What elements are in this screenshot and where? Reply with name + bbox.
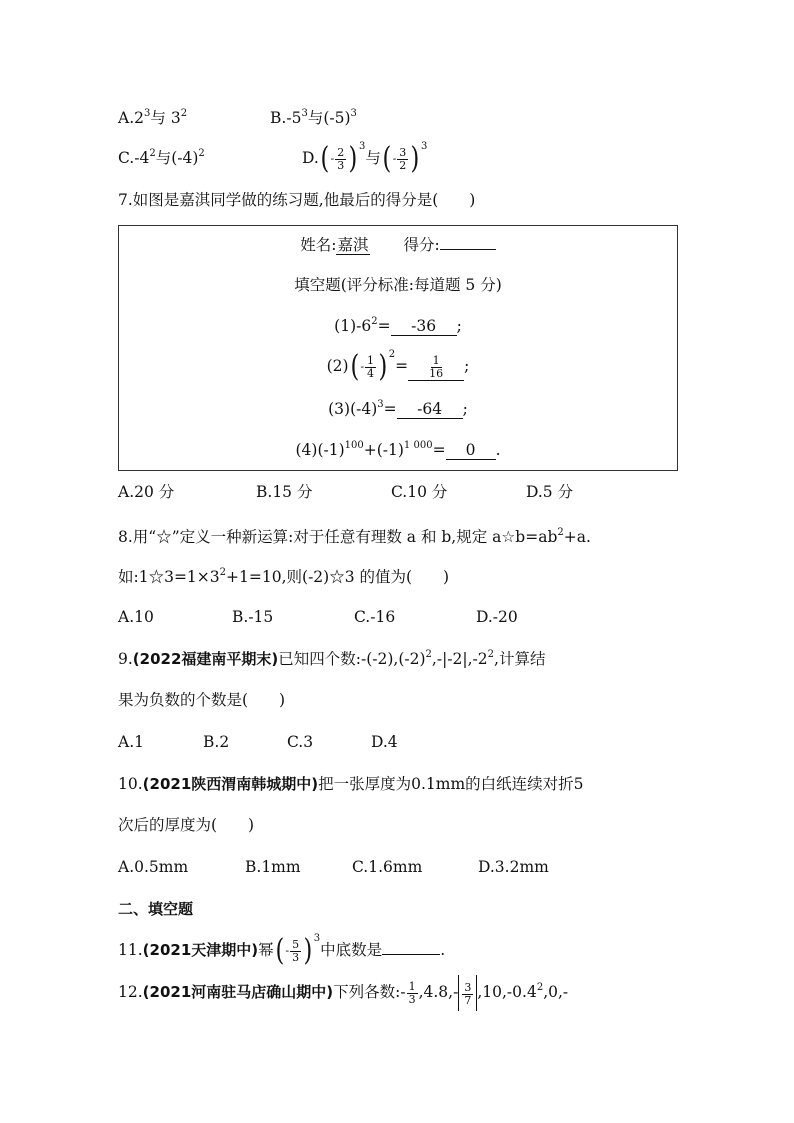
score-label: 得分: bbox=[403, 236, 440, 254]
q10-option-d: D.3.2mm bbox=[478, 858, 549, 876]
q10-option-b: B.1mm bbox=[245, 858, 301, 876]
exponent: 1 000 bbox=[403, 440, 433, 451]
exponent: 3 bbox=[313, 933, 321, 944]
option-letter: B. bbox=[270, 109, 287, 127]
option-letter: A. bbox=[118, 109, 135, 127]
base: 3 bbox=[170, 109, 181, 127]
q7-stem: 7.如图是嘉淇同学做的练习题,他最后的得分是( ) bbox=[118, 191, 476, 209]
stem-text: ,-|-2|,-2 bbox=[431, 650, 488, 668]
connector-text: 与(-4) bbox=[155, 149, 199, 167]
q10-line-2: 次后的厚度为( ) bbox=[118, 816, 255, 834]
equals: = bbox=[395, 357, 409, 375]
stem-text: +1=10,则(-2)☆3 的值为( ) bbox=[226, 568, 450, 586]
connector-text: 与 bbox=[150, 109, 171, 127]
exponent: 2 bbox=[536, 982, 544, 993]
exponent: 2 bbox=[149, 148, 156, 159]
exponent: 2 bbox=[557, 527, 564, 538]
card-item-1 bbox=[119, 315, 677, 337]
source-tag: (2021陕西渭南韩城期中) bbox=[142, 775, 319, 793]
punct: . bbox=[440, 941, 446, 959]
minus-sign: - bbox=[330, 152, 335, 165]
left-paren: ( bbox=[350, 349, 359, 384]
q9-option-a: A.1 bbox=[118, 733, 144, 751]
fraction bbox=[290, 939, 301, 964]
right-paren: ) bbox=[348, 141, 358, 176]
q11-line bbox=[118, 932, 445, 969]
q8-option-b: B.-15 bbox=[232, 608, 274, 626]
equals: = bbox=[432, 441, 446, 459]
exponent: 2 bbox=[180, 108, 188, 119]
q8-option-a: A.10 bbox=[118, 608, 154, 626]
base: 2 bbox=[134, 109, 144, 127]
source-tag: (2021天津期中) bbox=[142, 941, 259, 959]
minus-sign: - bbox=[285, 944, 290, 957]
numerator: 2 bbox=[337, 145, 345, 159]
q12-line bbox=[118, 974, 568, 1011]
denominator: 3 bbox=[292, 950, 300, 964]
q8-line-2 bbox=[118, 566, 449, 588]
name-label: 姓名: bbox=[300, 236, 337, 254]
denominator: 3 bbox=[337, 158, 345, 172]
fraction bbox=[462, 982, 473, 1007]
denominator: 7 bbox=[464, 993, 472, 1007]
exponent: 2 bbox=[487, 649, 495, 660]
section-title: 二、填空题 bbox=[118, 900, 194, 918]
exponent: 100 bbox=[344, 440, 364, 451]
exponent: 3 bbox=[301, 108, 308, 119]
answer-fraction bbox=[427, 355, 445, 380]
q9-option-c: C.3 bbox=[287, 733, 314, 751]
q7-option-b: B.15 分 bbox=[256, 483, 313, 501]
q7-option-a: A.20 分 bbox=[118, 483, 175, 501]
base: -5 bbox=[286, 109, 302, 127]
student-name: 嘉淇 bbox=[337, 236, 369, 254]
left-paren: ( bbox=[320, 141, 330, 176]
q9-option-b: B.2 bbox=[203, 733, 230, 751]
fraction bbox=[335, 147, 346, 172]
right-paren: ) bbox=[303, 933, 313, 968]
answer: -36 bbox=[391, 317, 457, 336]
item-text: (2) bbox=[326, 357, 349, 375]
q7-option-c: C.10 分 bbox=[391, 483, 448, 501]
q6-option-c bbox=[118, 147, 205, 169]
left-paren: ( bbox=[382, 141, 392, 176]
q9-option-d: D.4 bbox=[371, 733, 398, 751]
denominator: 2 bbox=[399, 158, 407, 172]
item-text: (3)(-4) bbox=[328, 400, 378, 418]
minus-sign: - bbox=[360, 360, 365, 373]
stem-text: ,计算结 bbox=[494, 650, 546, 668]
item-text: (4)(-1) bbox=[295, 441, 345, 459]
exponent: 2 bbox=[425, 649, 432, 660]
exponent: 3 bbox=[358, 141, 366, 152]
right-paren: ) bbox=[378, 349, 388, 384]
denominator: 4 bbox=[367, 366, 375, 380]
q8-option-c: C.-16 bbox=[354, 608, 396, 626]
stem-text: 如:1☆3=1×3 bbox=[118, 568, 220, 586]
exponent: 2 bbox=[388, 349, 396, 360]
exponent: 3 bbox=[377, 399, 384, 410]
card-item-2 bbox=[119, 348, 677, 385]
stem-text: 已知四个数:-(-2),(-2) bbox=[278, 650, 426, 668]
item-text: +(-1) bbox=[363, 441, 404, 459]
punct: ; bbox=[456, 317, 462, 335]
answer-blank bbox=[382, 938, 440, 955]
q6-option-b bbox=[270, 107, 357, 129]
numerator: 3 bbox=[464, 980, 472, 994]
card-header bbox=[119, 234, 677, 256]
fraction bbox=[407, 981, 418, 1006]
question-number: 12. bbox=[118, 983, 143, 1001]
q7-option-d: D.5 分 bbox=[526, 483, 574, 501]
q10-option-a: A.0.5mm bbox=[118, 858, 189, 876]
numerator: 3 bbox=[399, 145, 407, 159]
fraction bbox=[365, 355, 376, 380]
connector-text: 与(-5) bbox=[307, 109, 351, 127]
source-tag: (2021河南驻马店确山期中) bbox=[142, 983, 334, 1001]
base: -4 bbox=[134, 149, 150, 167]
minus-sign: - bbox=[392, 152, 397, 165]
q10-line-1 bbox=[118, 773, 584, 795]
score-blank bbox=[440, 249, 496, 250]
exponent: 3 bbox=[144, 108, 151, 119]
exponent: 2 bbox=[371, 316, 378, 327]
question-number: 9. bbox=[118, 650, 133, 668]
question-number: 10. bbox=[118, 775, 143, 793]
punct: . bbox=[495, 441, 501, 459]
punct: ; bbox=[464, 357, 470, 375]
numerator: 5 bbox=[292, 937, 300, 951]
q6-option-d bbox=[302, 140, 427, 177]
q6-option-a bbox=[118, 107, 187, 129]
left-paren: ( bbox=[275, 933, 284, 968]
punct: ; bbox=[462, 400, 468, 418]
equals: = bbox=[383, 400, 397, 418]
q8-option-d: D.-20 bbox=[476, 608, 518, 626]
q7-worksheet-card bbox=[118, 225, 678, 471]
answer: 0 bbox=[446, 441, 496, 460]
source-tag: (2022福建南平期末) bbox=[132, 650, 279, 668]
absolute-value bbox=[458, 975, 477, 1011]
denominator: 3 bbox=[408, 992, 416, 1006]
connector-text: 与 bbox=[365, 149, 381, 167]
numerator: 1 bbox=[367, 353, 375, 367]
equals: = bbox=[377, 317, 391, 335]
stem-text: 中底数是 bbox=[320, 941, 383, 959]
denominator: 16 bbox=[429, 366, 444, 380]
stem-text: 幂 bbox=[258, 941, 274, 959]
q9-line-2: 果为负数的个数是( ) bbox=[118, 691, 286, 709]
stem-text: 下列各数:- bbox=[333, 983, 406, 1001]
stem-text: ,10,-0.4 bbox=[477, 983, 537, 1001]
numerator: 1 bbox=[432, 353, 440, 367]
q10-option-c: C.1.6mm bbox=[352, 858, 423, 876]
stem-text: ,4.8,- bbox=[418, 983, 459, 1001]
answer: -64 bbox=[397, 400, 463, 419]
fraction bbox=[397, 147, 408, 172]
stem-text: +a. bbox=[563, 528, 591, 546]
exponent: 3 bbox=[350, 108, 357, 119]
stem-text: 8.用“☆”定义一种新运算:对于任意有理数 a 和 b,规定 a☆b=ab bbox=[118, 528, 558, 546]
exponent: 3 bbox=[421, 141, 428, 152]
option-letter: D. bbox=[302, 149, 319, 167]
stem-text: ,0,- bbox=[543, 983, 569, 1001]
q8-line-1 bbox=[118, 526, 591, 548]
question-number: 11. bbox=[118, 941, 143, 959]
q9-line-1 bbox=[118, 648, 545, 670]
stem-text: 把一张厚度为0.1mm的白纸连续对折5 bbox=[318, 775, 584, 793]
answer bbox=[408, 355, 464, 381]
right-paren: ) bbox=[410, 141, 420, 176]
card-instruction: 填空题(评分标准:每道题 5 分) bbox=[294, 276, 502, 294]
card-item-4 bbox=[119, 439, 677, 461]
item-text: (1)-6 bbox=[334, 317, 372, 335]
option-letter: C. bbox=[118, 149, 135, 167]
exponent: 2 bbox=[198, 148, 205, 159]
numerator: 1 bbox=[408, 979, 416, 993]
exponent: 2 bbox=[219, 567, 227, 578]
card-item-3 bbox=[119, 398, 677, 420]
